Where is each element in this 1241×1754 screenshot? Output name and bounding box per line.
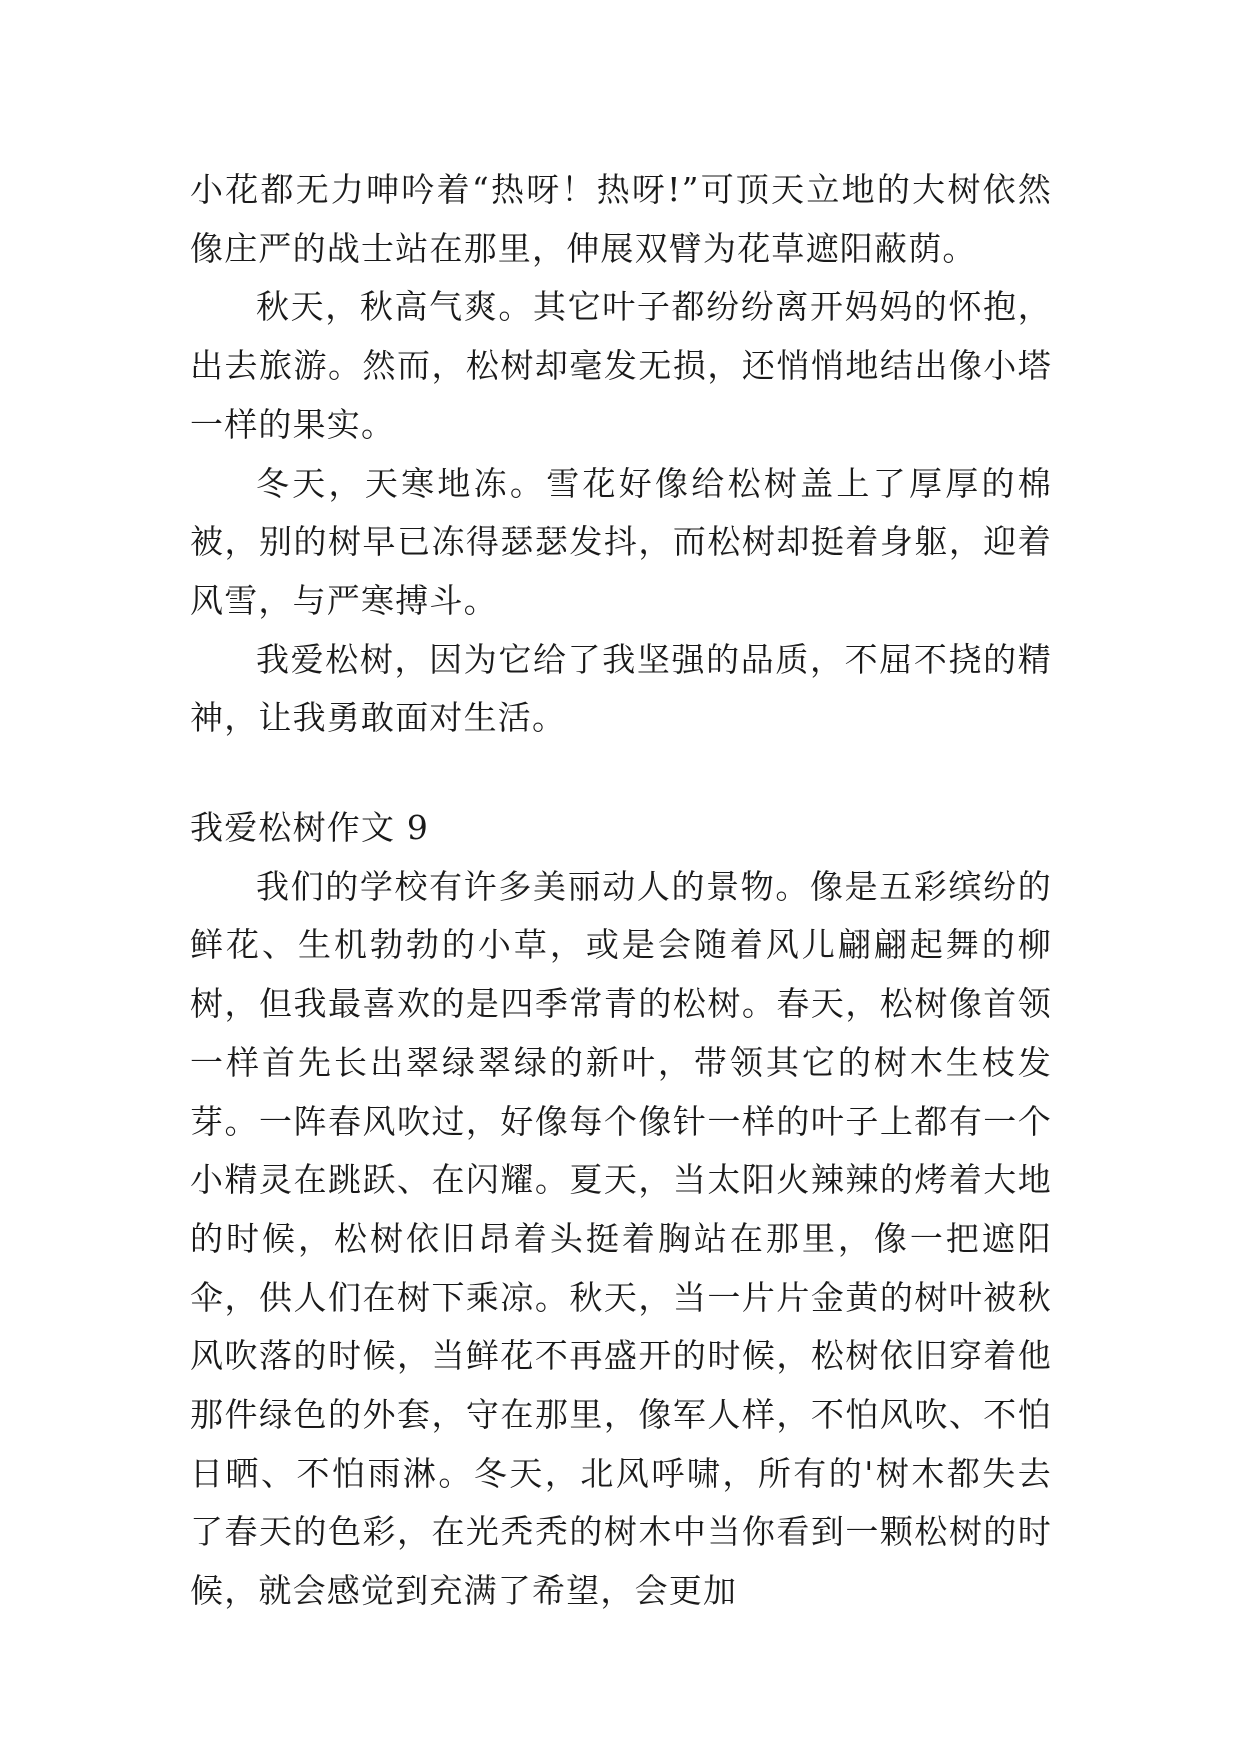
continuation-paragraph: 小花都无力呻吟着“热呀！热呀!”可顶天立地的大树依然像庄严的战士站在那里，伸展双臂为花草遮阳蔽荫。 — [190, 170, 1052, 268]
section-paragraph: 我们的学校有许多美丽动人的景物。像是五彩缤纷的鲜花、生机勃勃的小草，或是会随着风儿翩翩起舞的柳树，但我最喜欢的是四季常青的松树。春天，松树像首领一样首先长出翠绿翠绿的新叶，带领其它的树木生枝发芽。一阵春风吹过，好像每个像针一样的叶子上都有一个小精灵在跳跃、在闪耀。夏天，当太阳火辣辣的烤着大地的时候，松树依旧昂着头挺着胸站在那里，像一把遮阳伞，供人们在树下乘凉。秋天，当一片片金黄的树叶被秋风吹落的时候，当鲜花不再盛开的时候，松树依旧穿着他那件绿色的外套，守在那里，像军人样，不怕风吹、不怕日晒、不怕雨淋。冬天，北风呼啸，所有的'树木都失去了春天的色彩，在光秃秃的树木中当你看到一颗松树的时候，就会感觉到充满了希望，会更加 — [190, 866, 1052, 1611]
text-block-top — [190, 161, 1052, 748]
text-block-section-9 — [190, 799, 1052, 1621]
paragraph-conclusion: 我爱松树，因为它给了我坚强的品质，不屈不挠的精神，让我勇敢面对生活。 — [190, 639, 1052, 738]
section-title: 我爱松树作文 9 — [190, 808, 430, 847]
paragraph-autumn: 秋天，秋高气爽。其它叶子都纷纷离开妈妈的怀抱，出去旅游。然而，松树却毫发无损，还悄悄地结出像小塔一样的果实。 — [190, 287, 1052, 444]
paragraph-winter: 冬天，天寒地冻。雪花好像给松树盖上了厚厚的棉被，别的树早已冻得瑟瑟发抖，而松树却挺着身躯，迎着风雪，与严寒搏斗。 — [190, 463, 1052, 620]
